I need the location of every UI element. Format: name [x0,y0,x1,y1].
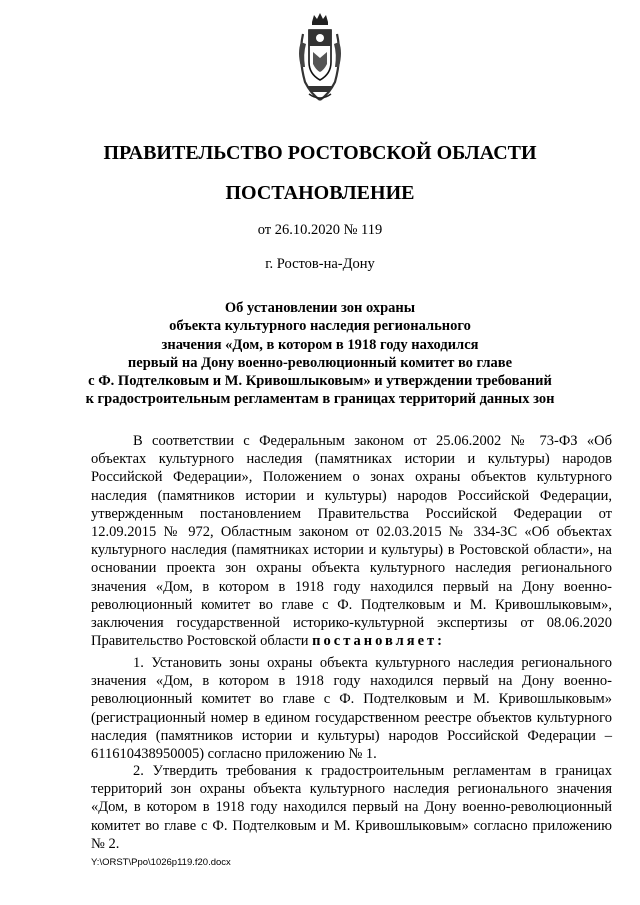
item-2-paragraph: 2. Утвердить требования к градостроительным регламентам в границах территорий зон охраны объекта культурного наследия регионального значения «Дом, в котором в 1918 году находился первый на Дону военно-революционный комитет во главе с Ф. Подтелковым и М. Кривошлыковым» согласно приложению № 2. [91,763,612,852]
document-city: г. Ростов-на-Дону [265,256,375,272]
organization-title: ПРАВИТЕЛЬСТВО РОСТОВСКОЙ ОБЛАСТИ [103,142,537,164]
subject-line: Об установлении зон охраны [224,300,416,316]
preamble-paragraph [91,432,612,650]
coat-of-arms-icon [295,12,345,107]
document-date-number: от 26.10.2020 № 119 [257,222,383,238]
subject-line: с Ф. Подтелковым и М. Кривошлыковым» и утверждении требований [88,373,552,390]
resolves-word: постановляет: [312,633,446,650]
document-subject [60,299,580,409]
subject-line: объекта культурного наследия регионального [169,318,471,335]
subject-line: первый на Дону военно-революционный комитет во главе [127,354,513,371]
file-path-footer: Y:\ORST\Ppo\1026p119.f20.docx [91,857,231,868]
document-type: ПОСТАНОВЛЕНИЕ [225,182,415,204]
subject-line: значения «Дом, в котором в 1918 году находился [161,336,479,353]
subject-line: к градостроительным регламентам в границах территорий данных зон [85,391,555,408]
item-1-paragraph: 1. Установить зоны охраны объекта культурного наследия регионального значения «Дом, в котором в 1918 году находился первый на Дону военно-революционный комитет во главе с Ф. Подтелковым и М. Кривошлыковым» (регистрационный номер в едином государственном реестре объектов культурного наследия (памятников истории и культуры) народов Российской Федерации – 611610438950005) согласно приложению № 1. [91,655,612,763]
preamble-text: В соответствии с Федеральным законом от 25.06.2002 № 73-ФЗ «Об объектах культурного наследия (памятниках истории и культуры) народов Российской Федерации», Положением о зонах охраны объектов культурного наследия (памятников истории и культуры) народов Российской Федерации, утвержденным постановлением Правительства Российской Федерации от 12.09.2015 № 972, Областным законом от 02.03.2015 № 334-ЗС «Об объектах культурного наследия (памятниках истории и культуры) в Ростовской области», на основании проекта зон охраны объекта культурного наследия регионального значения «Дом, в котором в 1918 году находился первый на Дону военно-революционный комитет во главе с Ф. Подтелковым и М. Кривошлыковым», заключения государственной историко-культурной экспертизы от 08.06.2020 Правительство Ростовской области [91,433,612,650]
